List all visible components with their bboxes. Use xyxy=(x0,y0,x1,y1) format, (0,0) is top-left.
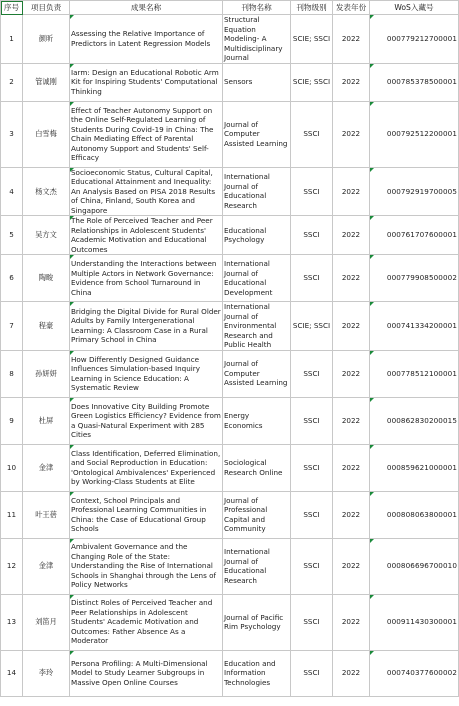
table-row xyxy=(1,15,459,64)
header-cell-no[interactable]: 序号 xyxy=(1,1,23,15)
cell-pi[interactable]: 程豪 xyxy=(23,302,70,351)
cell-no[interactable]: 11 xyxy=(1,491,23,538)
cell-journal[interactable]: Energy Economics xyxy=(223,397,291,444)
cell-title[interactable]: The Role of Perceived Teacher and Peer Relationships in Adolescent Students' Academic Motivation and Educational Outcomes xyxy=(70,216,223,255)
cell-title[interactable]: Socioeconomic Status, Cultural Capital, Educational Attainment and Inequality: An Analysis Based on PISA 2018 Results of China, Finland, South Korea and Singapore xyxy=(70,167,223,216)
cell-wos[interactable]: 000779908500002 xyxy=(370,255,459,302)
cell-title[interactable]: Ambivalent Governance and the Changing Role of the State: Understanding the Rise of International Schools in Shanghai through the Lens of Policy Networks xyxy=(70,538,223,594)
cell-level[interactable]: SSCI xyxy=(291,444,333,491)
cell-title[interactable]: Class Identification, Deferred Elimination, and Social Reproduction in Education: 'Ontological Ambivalences' Experienced by Working-Class Students at Elite xyxy=(70,444,223,491)
cell-year[interactable]: 2022 xyxy=(333,350,370,397)
cell-level[interactable]: SCIE; SSCI xyxy=(291,15,333,64)
cell-year[interactable]: 2022 xyxy=(333,302,370,351)
cell-level[interactable]: SCIE; SSCI xyxy=(291,302,333,351)
cell-level[interactable]: SSCI xyxy=(291,350,333,397)
table-row xyxy=(1,255,459,302)
cell-level[interactable]: SSCI xyxy=(291,255,333,302)
cell-no[interactable]: 4 xyxy=(1,167,23,216)
cell-no[interactable]: 2 xyxy=(1,63,23,101)
cell-pi[interactable]: 陶畯 xyxy=(23,255,70,302)
header-cell-wos[interactable]: WoS入藏号 xyxy=(370,1,459,15)
cell-pi[interactable]: 孙妍妍 xyxy=(23,350,70,397)
cell-pi[interactable]: 金津 xyxy=(23,444,70,491)
cell-no[interactable]: 9 xyxy=(1,397,23,444)
table-row xyxy=(1,63,459,101)
table-row xyxy=(1,397,459,444)
cell-pi[interactable]: 李玲 xyxy=(23,650,70,696)
cell-wos[interactable]: 000779212700001 xyxy=(370,15,459,64)
cell-wos[interactable]: 000785378500001 xyxy=(370,63,459,101)
cell-wos[interactable]: 000778512100001 xyxy=(370,350,459,397)
cell-level[interactable]: SSCI xyxy=(291,594,333,650)
table-row xyxy=(1,650,459,696)
cell-journal[interactable]: Structural Equation Modeling- A Multidisciplinary Journal xyxy=(223,15,291,64)
table-row xyxy=(1,302,459,351)
cell-year[interactable]: 2022 xyxy=(333,63,370,101)
cell-wos[interactable]: 000808063800001 xyxy=(370,491,459,538)
cell-wos[interactable]: 000911430300001 xyxy=(370,594,459,650)
table-row xyxy=(1,350,459,397)
cell-wos[interactable]: 000741334200001 xyxy=(370,302,459,351)
cell-no[interactable]: 10 xyxy=(1,444,23,491)
cell-year[interactable]: 2022 xyxy=(333,491,370,538)
cell-title[interactable]: Iarm: Design an Educational Robotic Arm Kit for Inspiring Students' Computational Thinking xyxy=(70,63,223,101)
cell-wos[interactable]: 000859621000001 xyxy=(370,444,459,491)
cell-journal[interactable]: Sensors xyxy=(223,63,291,101)
cell-title[interactable]: Context, School Principals and Professional Learning Communities in China: the Case of Educational Group Schools xyxy=(70,491,223,538)
cell-year[interactable]: 2022 xyxy=(333,167,370,216)
cell-pi[interactable]: 刘笛月 xyxy=(23,594,70,650)
cell-title[interactable]: How Differently Designed Guidance Influences Simulation-based Inquiry Learning in Science Education: A Systematic Review xyxy=(70,350,223,397)
cell-level[interactable]: SSCI xyxy=(291,538,333,594)
cell-journal[interactable]: Educational Psychology xyxy=(223,216,291,255)
cell-no[interactable]: 14 xyxy=(1,650,23,696)
cell-title[interactable]: Does Innovative City Building Promote Green Logistics Efficiency? Evidence from a Quasi-Natural Experiment with 285 Cities xyxy=(70,397,223,444)
header-cell-pi[interactable]: 项目负责 xyxy=(23,1,70,15)
cell-title[interactable]: Assessing the Relative Importance of Predictors in Latent Regression Models xyxy=(70,15,223,64)
cell-title[interactable]: Distinct Roles of Perceived Teacher and Peer Relationships in Adolescent Students' Academic Motivation and Outcomes: Father Absence As a Moderator xyxy=(70,594,223,650)
cell-level[interactable]: SSCI xyxy=(291,216,333,255)
cell-year[interactable]: 2022 xyxy=(333,594,370,650)
cell-pi[interactable]: 杜屏 xyxy=(23,397,70,444)
cell-title[interactable]: Bridging the Digital Divide for Rural Older Adults by Family Intergenerational Learning: A Classroom Case in a Rural Primary School in China xyxy=(70,302,223,351)
header-row xyxy=(1,1,459,15)
header-cell-journal[interactable]: 刊物名称 xyxy=(223,1,291,15)
cell-journal[interactable]: Education and Information Technologies xyxy=(223,650,291,696)
table-row xyxy=(1,167,459,216)
cell-title[interactable]: Effect of Teacher Autonomy Support on the Online Self-Regulated Learning of Students During Covid-19 in China: The Chain Mediating Effect of Parental Autonomy Support and Students' Self-Efficacy xyxy=(70,101,223,167)
cell-title[interactable]: Understanding the Interactions between Multiple Actors in Network Governance: Evidence from School Turnaround in China xyxy=(70,255,223,302)
cell-level[interactable]: SSCI xyxy=(291,397,333,444)
cell-no[interactable]: 7 xyxy=(1,302,23,351)
header-cell-year[interactable]: 发表年份 xyxy=(333,1,370,15)
cell-wos[interactable]: 000761707600001 xyxy=(370,216,459,255)
header-cell-level[interactable]: 刊物级别 xyxy=(291,1,333,15)
cell-title[interactable]: Persona Profiling: A Multi-Dimensional Model to Study Learner Subgroups in Massive Open Online Courses xyxy=(70,650,223,696)
table-row xyxy=(1,216,459,255)
cell-pi[interactable]: 叶王蓓 xyxy=(23,491,70,538)
cell-wos[interactable]: 000806696700010 xyxy=(370,538,459,594)
cell-journal[interactable]: Sociological Research Online xyxy=(223,444,291,491)
cell-no[interactable]: 1 xyxy=(1,15,23,64)
cell-journal[interactable]: Journal of Pacific Rim Psychology xyxy=(223,594,291,650)
cell-level[interactable]: SSCI xyxy=(291,491,333,538)
cell-journal[interactable]: Journal of Computer Assisted Learning xyxy=(223,101,291,167)
cell-no[interactable]: 6 xyxy=(1,255,23,302)
cell-year[interactable]: 2022 xyxy=(333,15,370,64)
cell-year[interactable]: 2022 xyxy=(333,650,370,696)
cell-level[interactable]: SSCI xyxy=(291,101,333,167)
cell-wos[interactable]: 000740377600002 xyxy=(370,650,459,696)
table-row xyxy=(1,444,459,491)
cell-pi[interactable]: 颜昕 xyxy=(23,15,70,64)
cell-level[interactable]: SSCI xyxy=(291,167,333,216)
cell-year[interactable]: 2022 xyxy=(333,255,370,302)
cell-journal[interactable]: International Journal of Educational Research xyxy=(223,538,291,594)
table-row xyxy=(1,594,459,650)
table-row xyxy=(1,491,459,538)
cell-wos[interactable]: 000792512200001 xyxy=(370,101,459,167)
cell-no[interactable]: 13 xyxy=(1,594,23,650)
cell-no[interactable]: 5 xyxy=(1,216,23,255)
cell-wos[interactable]: 000792919700005 xyxy=(370,167,459,216)
cell-level[interactable]: SSCI xyxy=(291,650,333,696)
cell-no[interactable]: 8 xyxy=(1,350,23,397)
cell-pi[interactable]: 管诚刚 xyxy=(23,63,70,101)
cell-pi[interactable]: 金津 xyxy=(23,538,70,594)
cell-year[interactable]: 2022 xyxy=(333,444,370,491)
table-row xyxy=(1,101,459,167)
cell-journal[interactable]: Journal of Professional Capital and Community xyxy=(223,491,291,538)
cell-no[interactable]: 12 xyxy=(1,538,23,594)
cell-wos[interactable]: 000862830200015 xyxy=(370,397,459,444)
cell-year[interactable]: 2022 xyxy=(333,397,370,444)
cell-year[interactable]: 2022 xyxy=(333,538,370,594)
cell-level[interactable]: SCIE; SSCI xyxy=(291,63,333,101)
cell-journal[interactable]: Journal of Computer Assisted Learning xyxy=(223,350,291,397)
cell-pi[interactable]: 吴方文 xyxy=(23,216,70,255)
cell-journal[interactable]: International Journal of Environmental Research and Public Health xyxy=(223,302,291,351)
cell-pi[interactable]: 杨文杰 xyxy=(23,167,70,216)
cell-journal[interactable]: International Journal of Educational Development xyxy=(223,255,291,302)
cell-journal[interactable]: International Journal of Educational Research xyxy=(223,167,291,216)
cell-year[interactable]: 2022 xyxy=(333,101,370,167)
cell-year[interactable]: 2022 xyxy=(333,216,370,255)
cell-no[interactable]: 3 xyxy=(1,101,23,167)
table-row xyxy=(1,538,459,594)
cell-pi[interactable]: 白雪梅 xyxy=(23,101,70,167)
header-cell-title[interactable]: 成果名称 xyxy=(70,1,223,15)
